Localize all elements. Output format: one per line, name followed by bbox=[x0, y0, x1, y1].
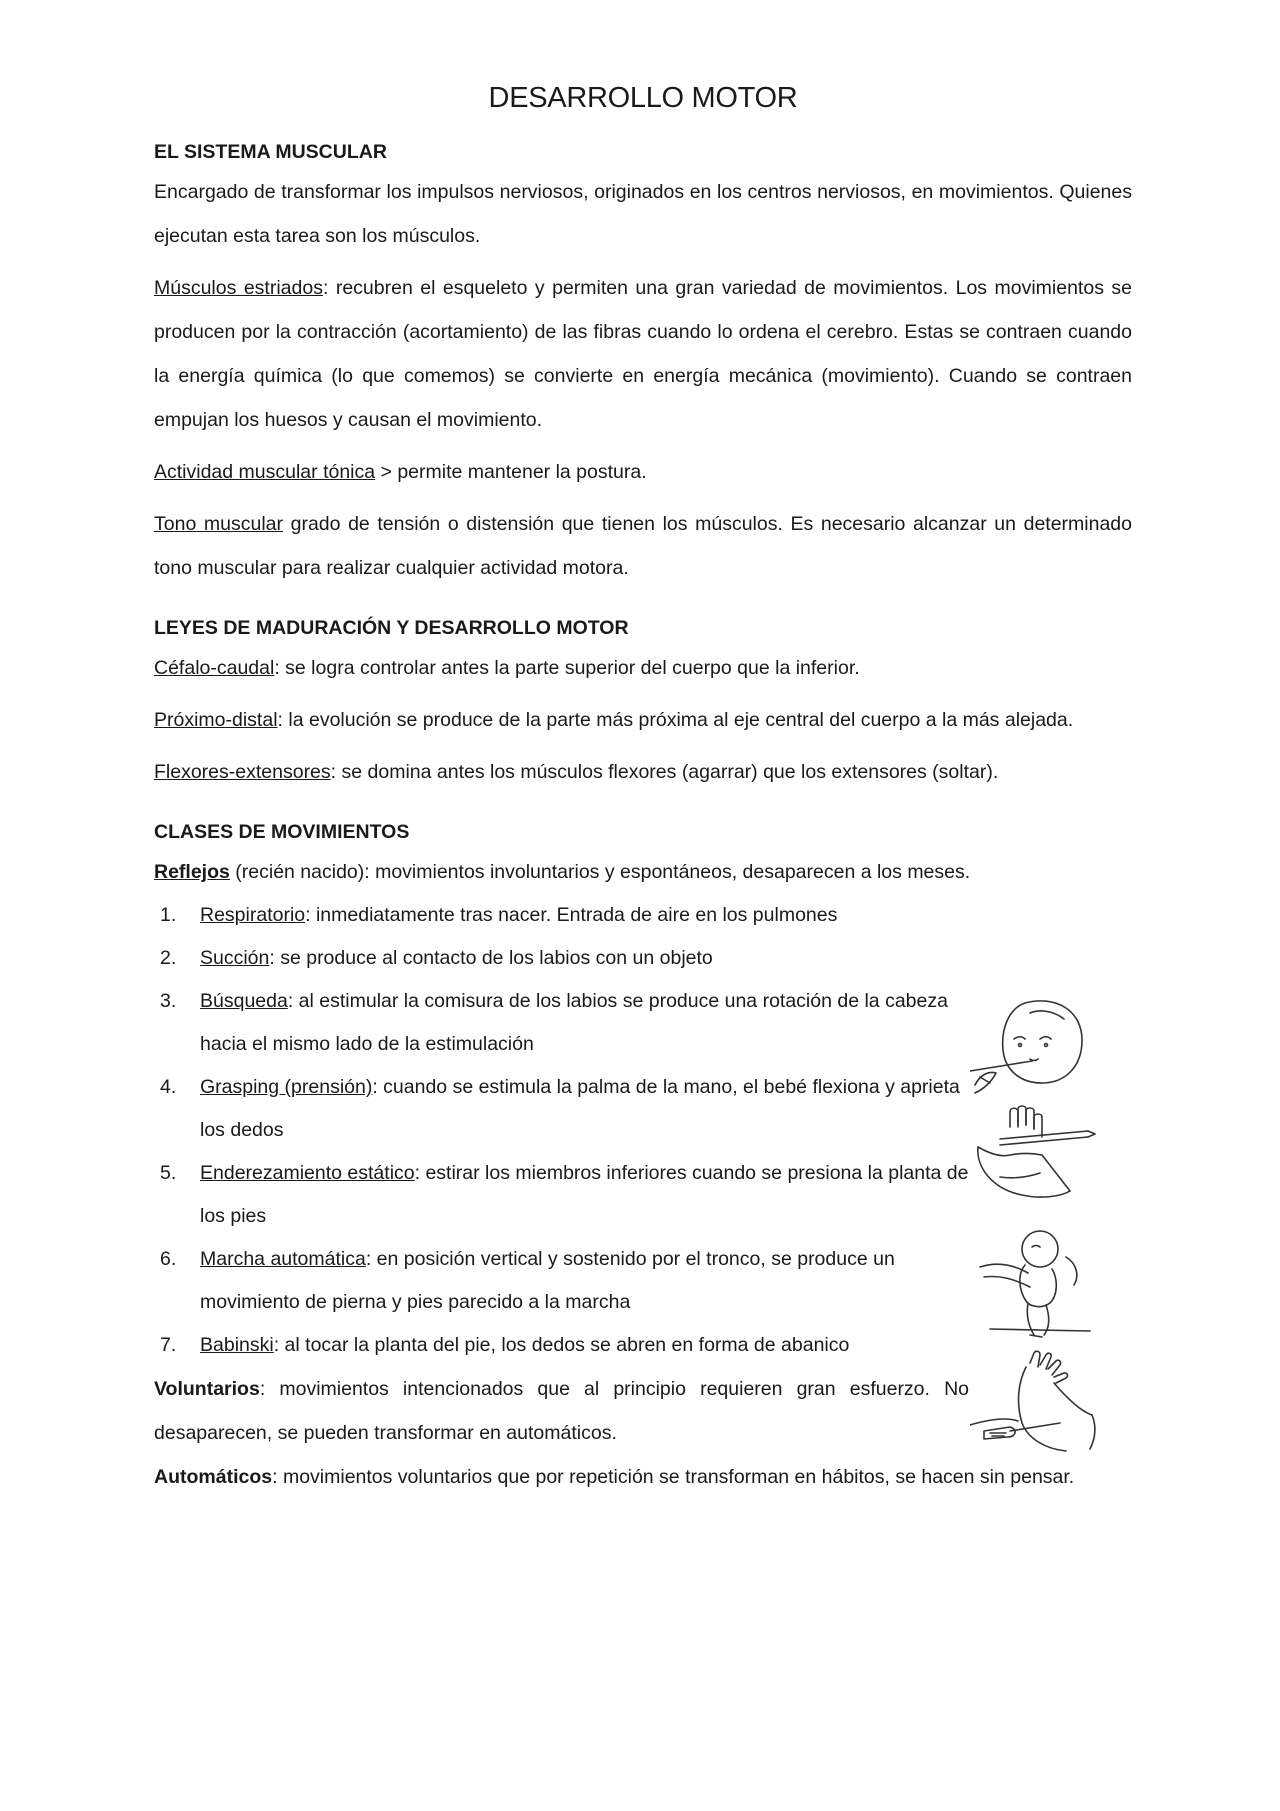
term-musculos-estriados: Músculos estriados bbox=[154, 277, 323, 299]
list-item: 4. Grasping (prensión): cuando se estimula la palma de la mano, el bebé flexiona y aprieta los dedos bbox=[160, 1076, 960, 1141]
reflex-illustrations bbox=[970, 995, 1105, 1490]
paragraph-cefalo-caudal bbox=[154, 646, 1132, 690]
term-cefalo-caudal: Céfalo-caudal bbox=[154, 657, 275, 679]
section-heading-leyes: LEYES DE MADURACIÓN Y DESARROLLO MOTOR bbox=[154, 617, 629, 639]
reflex-text: : inmediatamente tras nacer. Entrada de aire en los pulmones bbox=[305, 904, 838, 926]
reflex-text: : cuando se estimula la palma de la mano, el bebé flexiona y aprieta los dedos bbox=[200, 1076, 960, 1141]
reflex-text: : en posición vertical y sostenido por el tronco, se produce un movimiento de pierna y pies parecido a la marcha bbox=[200, 1248, 895, 1313]
paragraph-musculos-estriados bbox=[154, 266, 1132, 442]
text-automaticos: : movimientos voluntarios que por repetición se transforman en hábitos, se hacen sin pensar. bbox=[272, 1466, 1075, 1488]
text-proximo-distal: : la evolución se produce de la parte más próxima al eje central del cuerpo a la más alejada. bbox=[277, 709, 1074, 731]
baby-standing-sketch bbox=[980, 1231, 1090, 1337]
reflex-text: : se produce al contacto de los labios con un objeto bbox=[269, 947, 713, 969]
section-heading-clases: CLASES DE MOVIMIENTOS bbox=[154, 821, 410, 843]
reflex-text: : al estimular la comisura de los labios se produce una rotación de la cabeza hacia el mismo lado de la estimulación bbox=[200, 990, 948, 1055]
reflex-term: Respiratorio bbox=[200, 904, 306, 926]
text-cefalo-caudal: : se logra controlar antes la parte superior del cuerpo que la inferior. bbox=[274, 657, 860, 679]
text-tono-muscular: grado de tensión o distensión que tienen los músculos. Es necesario alcanzar un determinado tono muscular para realizar cualquier actividad motora. bbox=[154, 513, 1133, 579]
reflex-text: : estirar los miembros inferiores cuando se presiona la planta de los pies bbox=[200, 1162, 969, 1227]
reflex-term: Búsqueda bbox=[200, 990, 288, 1012]
term-reflejos: Reflejos bbox=[154, 861, 230, 883]
reflex-term: Enderezamiento estático bbox=[200, 1162, 415, 1184]
term-proximo-distal: Próximo-distal bbox=[154, 709, 278, 731]
text-actividad-tonica: > permite mantener la postura. bbox=[375, 461, 647, 483]
paragraph-reflejos bbox=[154, 850, 1132, 894]
list-item: 3. Búsqueda: al estimular la comisura de los labios se produce una rotación de la cabeza hacia el mismo lado de la estimulación bbox=[160, 990, 948, 1055]
term-tono-muscular: Tono muscular bbox=[154, 513, 283, 535]
baby-face-sucking-sketch bbox=[970, 1001, 1082, 1093]
text-musculos-estriados: : recubren el esqueleto y permiten una gran variedad de movimientos. Los movimientos se producen por la contracción (acortamiento) de las fibras cuando lo ordena el cerebro. Estas se contraen cuando la energía química (lo que comemos) se convierte en energía mecánica (movimiento). Cuando se contraen empujan los huesos y causan el movimiento. bbox=[154, 277, 1132, 431]
paragraph-voluntarios bbox=[154, 1367, 969, 1455]
term-flexores-extensores: Flexores-extensores bbox=[154, 761, 331, 783]
reflex-list bbox=[154, 894, 969, 1367]
reflex-term: Succión bbox=[200, 947, 270, 969]
paragraph-tono-muscular bbox=[154, 502, 1132, 590]
reflex-term: Marcha automática bbox=[200, 1248, 366, 1270]
reflex-text: : al tocar la planta del pie, los dedos se abren en forma de abanico bbox=[273, 1334, 850, 1356]
text-voluntarios: : movimientos intencionados que al principio requieren gran esfuerzo. No desaparecen, se pueden transformar en automáticos. bbox=[154, 1378, 969, 1444]
list-item: 7. Babinski: al tocar la planta del pie, los dedos se abren en forma de abanico bbox=[160, 1334, 850, 1356]
paragraph-intro: Encargado de transformar los impulsos nerviosos, originados en los centros nerviosos, en movimientos. Quienes ejecutan esta tarea son los músculos. bbox=[154, 181, 1132, 247]
list-item: 2. Succión: se produce al contacto de los labios con un objeto bbox=[160, 947, 713, 969]
term-automaticos: Automáticos bbox=[154, 1466, 273, 1488]
paragraph-flexores-extensores bbox=[154, 750, 1132, 794]
list-item: 5. Enderezamiento estático: estirar los miembros inferiores cuando se presiona la planta de los pies bbox=[160, 1162, 969, 1227]
list-item: 6. Marcha automática: en posición vertical y sostenido por el tronco, se produce un movimiento de pierna y pies parecido a la marcha bbox=[160, 1248, 895, 1313]
paragraph-proximo-distal bbox=[154, 698, 1132, 742]
reflex-term: Grasping (prensión) bbox=[200, 1076, 373, 1098]
term-voluntarios: Voluntarios bbox=[154, 1378, 260, 1400]
reflex-sketches bbox=[970, 995, 1105, 1490]
hand-grasping-sketch bbox=[978, 1106, 1095, 1197]
reflex-term: Babinski bbox=[200, 1334, 274, 1356]
term-actividad-tonica: Actividad muscular tónica bbox=[154, 461, 376, 483]
text-reflejos: (recién nacido): movimientos involuntarios y espontáneos, desaparecen a los meses. bbox=[229, 861, 971, 883]
section-heading-sistema-muscular: EL SISTEMA MUSCULAR bbox=[154, 141, 387, 163]
list-item: 1. Respiratorio: inmediatamente tras nacer. Entrada de aire en los pulmones bbox=[160, 904, 838, 926]
text-flexores-extensores: : se domina antes los músculos flexores (agarrar) que los extensores (soltar). bbox=[330, 761, 999, 783]
foot-babinski-sketch bbox=[970, 1351, 1095, 1451]
page-title: DESARROLLO MOTOR bbox=[488, 82, 798, 114]
paragraph-actividad-tonica bbox=[154, 450, 1132, 494]
